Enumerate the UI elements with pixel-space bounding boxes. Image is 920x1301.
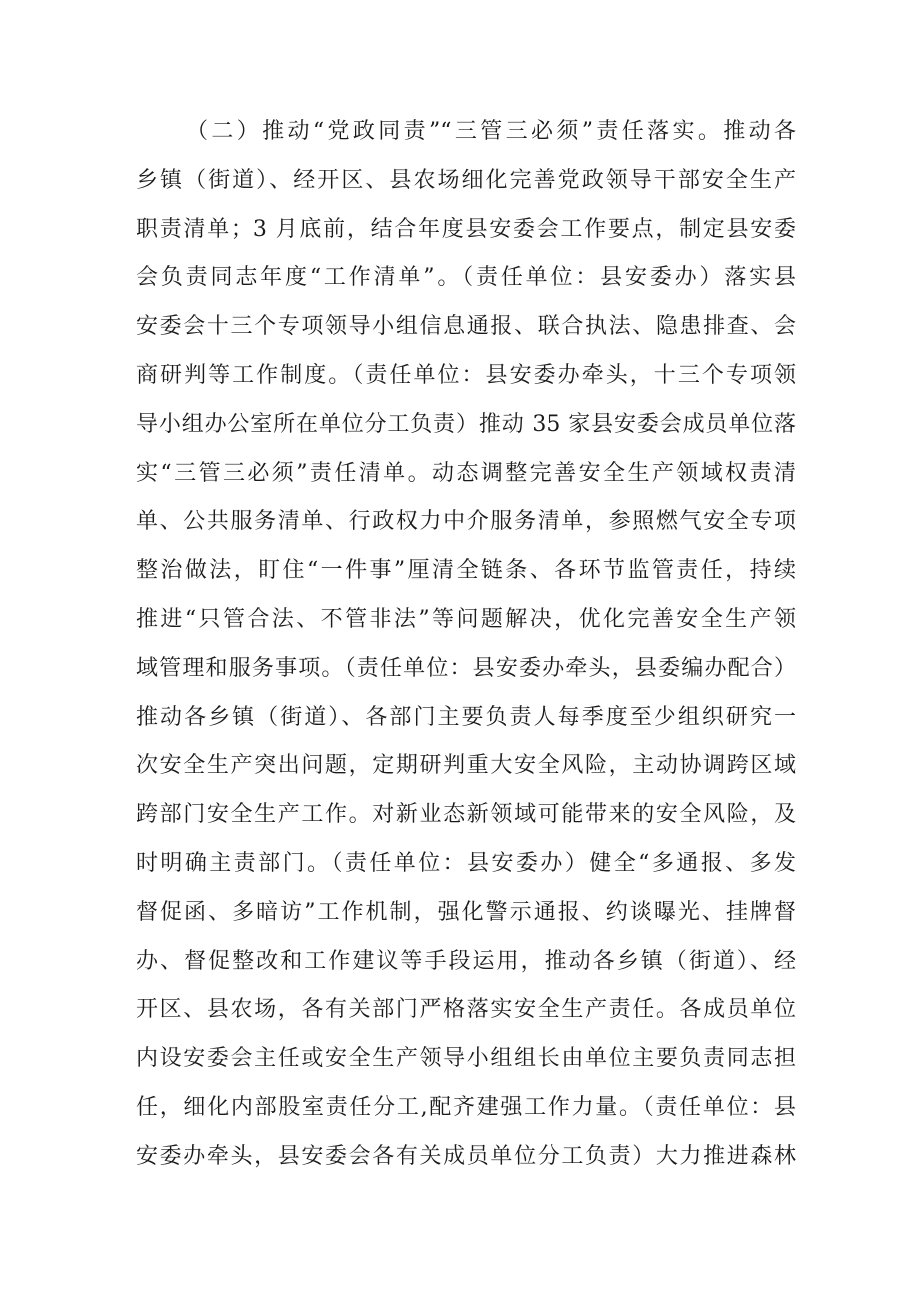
text-line: 单、公共服务清单、行政权力中介服务清单，参照燃气安全专项 [136, 509, 796, 535]
text-line: 次安全生产突出问题，定期研判重大安全风险，主动协调跨区域 [136, 753, 796, 779]
text-line: 乡镇（街道）、经开区、县农场细化完善党政领导干部安全生产 [136, 167, 796, 193]
text-line: 整治做法，盯住“一件事”厘清全链条、各环节监管责任，持续 [136, 558, 796, 584]
text-line: 督促函、多暗访”工作机制，强化警示通报、约谈曝光、挂牌督 [136, 899, 796, 925]
text-line: 推动各乡镇（街道）、各部门主要负责人每季度至少组织研究一 [136, 704, 796, 730]
text-line: 内设安委会主任或安全生产领导小组组长由单位主要负责同志担 [136, 1046, 796, 1072]
text-line: 导小组办公室所在单位分工负责）推动 35 家县安委会成员单位落 [136, 411, 796, 437]
text-line: 任，细化内部股室责任分工,配齐建强工作力量。（责任单位：县 [136, 1094, 796, 1120]
text-line: 开区、县农场，各有关部门严格落实安全生产责任。各成员单位 [136, 997, 796, 1023]
text-line: 跨部门安全生产工作。对新业态新领域可能带来的安全风险，及 [136, 802, 796, 828]
text-line: 办、督促整改和工作建议等手段运用，推动各乡镇（街道）、经 [136, 948, 796, 974]
text-line: （二）推动“党政同责”“三管三必须”责任落实。推动各 [186, 119, 796, 144]
text-line: 域管理和服务事项。（责任单位：县安委办牵头，县委编办配合） [136, 655, 796, 681]
text-line: 推进“只管合法、不管非法”等问题解决，优化完善安全生产领 [136, 606, 796, 632]
text-line: 商研判等工作制度。（责任单位：县安委办牵头，十三个专项领 [136, 362, 796, 388]
text-line: 会负责同志年度“工作清单”。（责任单位：县安委办）落实县 [136, 265, 796, 291]
text-line: 安委办牵头，县安委会各有关成员单位分工负责）大力推进森林 [136, 1143, 796, 1169]
text-line: 时明确主责部门。（责任单位：县安委办）健全“多通报、多发 [136, 850, 796, 876]
body-paragraph [136, 108, 796, 1182]
text-line: 安委会十三个专项领导小组信息通报、联合执法、隐患排查、会 [136, 314, 796, 340]
text-line: 职责清单；3 月底前，结合年度县安委会工作要点，制定县安委 [136, 216, 796, 242]
text-line: 实“三管三必须”责任清单。动态调整完善安全生产领域权责清 [136, 460, 796, 486]
